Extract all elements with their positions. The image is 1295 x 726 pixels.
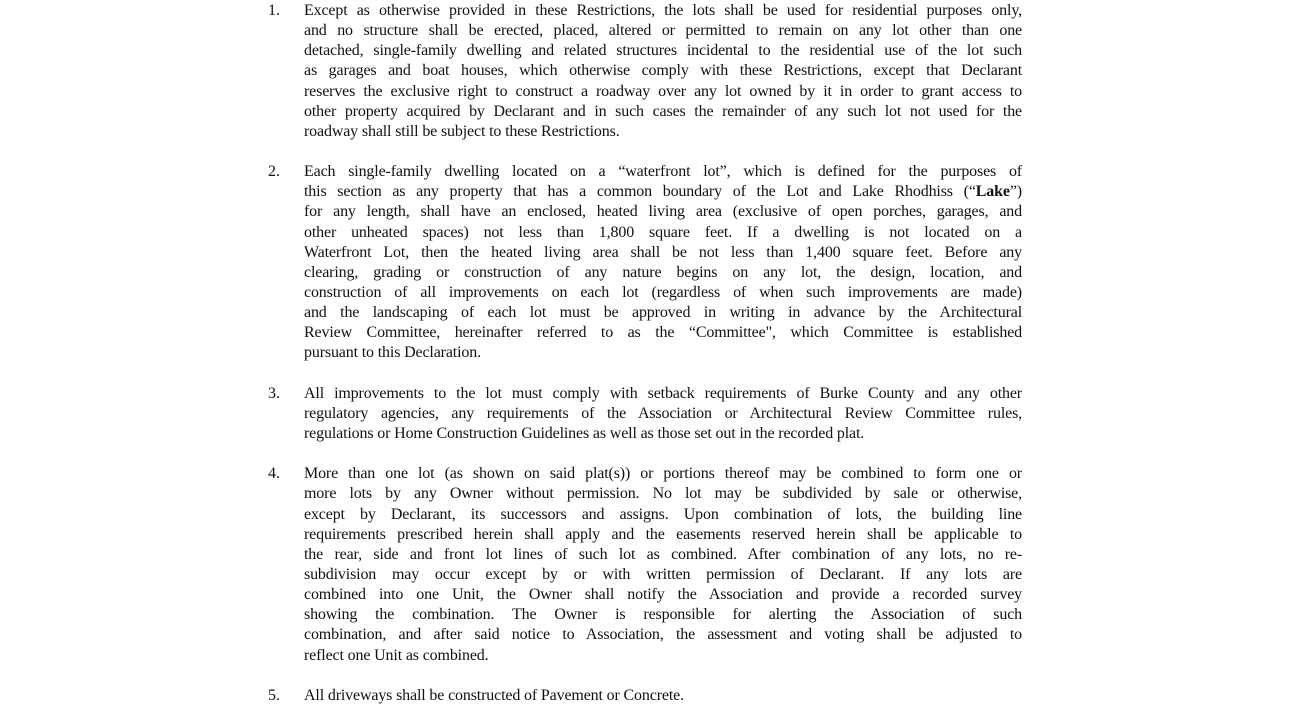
restriction-item bbox=[268, 162, 1022, 363]
restriction-text bbox=[304, 686, 1022, 706]
text-line: Each single-family dwelling located on a “waterfront lot”, which is defined for the purposes of bbox=[304, 163, 1022, 181]
text-segment: this section as any property that has a common boundary of the Lot and Lake Rhodhiss (“ bbox=[304, 183, 976, 201]
text-line: combined into one Unit, the Owner shall notify the Association and provide a recorded survey bbox=[304, 586, 1022, 604]
bold-term: Lake bbox=[975, 183, 1010, 201]
text-line: as garages and boat houses, which otherwise comply with these Restrictions, except that Declarant bbox=[304, 62, 1022, 80]
restriction-text bbox=[304, 384, 1022, 444]
restriction-text bbox=[304, 162, 1022, 363]
text-line: other unheated spaces) not less than 1,800 square feet. If a dwelling is not located on a bbox=[304, 223, 1022, 241]
text-line: pursuant to this Declaration. bbox=[304, 344, 481, 362]
restriction-text bbox=[304, 1, 1022, 142]
text-line: requirements prescribed herein shall apply and the easements reserved herein shall be applicable to bbox=[304, 525, 1022, 543]
text-line: detached, single-family dwelling and related structures incidental to the residential use of the lot such bbox=[304, 42, 1022, 60]
text-line: regulations or Home Construction Guidelines as well as those set out in the recorded plat. bbox=[304, 424, 865, 442]
text-line: showing the combination. The Owner is responsible for alerting the Association of such bbox=[304, 606, 1022, 624]
text-line: reserves the exclusive right to construct a roadway over any lot owned by it in order to grant access to bbox=[304, 82, 1022, 100]
restriction-item bbox=[268, 384, 1022, 444]
restriction-number: 5. bbox=[268, 686, 280, 704]
text-line: subdivision may occur except by or with written permission of Declarant. If any lots are bbox=[304, 565, 1022, 583]
text-line: Waterfront Lot, then the heated living area shall be not less than 1,400 square feet. Before any bbox=[304, 243, 1022, 261]
text-line: except by Declarant, its successors and assigns. Upon combination of lots, the building line bbox=[304, 505, 1022, 523]
restriction-item bbox=[268, 686, 1022, 706]
text-line bbox=[304, 182, 1022, 202]
text-line: for any length, shall have an enclosed, heated living area (exclusive of open porches, garages, and bbox=[304, 203, 1022, 221]
text-line: construction of all improvements on each lot (regardless of when such improvements are made) bbox=[304, 283, 1022, 301]
text-line: regulatory agencies, any requirements of the Association or Architectural Review Committee rules, bbox=[304, 404, 1022, 422]
text-line: clearing, grading or construction of any nature begins on any lot, the design, location, and bbox=[304, 263, 1022, 281]
text-line: other property acquired by Declarant and in such cases the remainder of any such lot not used for the bbox=[304, 102, 1022, 120]
restriction-item bbox=[268, 464, 1022, 665]
text-line: more lots by any Owner without permission. No lot may be subdivided by sale or otherwise, bbox=[304, 485, 1022, 503]
restriction-number: 2. bbox=[268, 163, 280, 181]
text-line: and no structure shall be erected, placed, altered or permitted to remain on any lot other than one bbox=[304, 22, 1022, 40]
text-line: and the landscaping of each lot must be approved in writing in advance by the Architectural bbox=[304, 304, 1022, 322]
text-line: the rear, side and front lot lines of such lot as combined. After combination of any lots, no re- bbox=[304, 545, 1022, 563]
restriction-number: 1. bbox=[268, 2, 280, 19]
restriction-item bbox=[268, 1, 1022, 142]
restriction-number: 3. bbox=[268, 384, 280, 402]
text-line: reflect one Unit as combined. bbox=[304, 646, 489, 664]
restrictions-document bbox=[268, 1, 1022, 726]
text-line: Except as otherwise provided in these Restrictions, the lots shall be used for residential purposes only, bbox=[304, 2, 1022, 19]
text-line: Review Committee, hereinafter referred to as the “Committee", which Committee is established bbox=[304, 324, 1022, 342]
text-line: roadway shall still be subject to these Restrictions. bbox=[304, 122, 620, 140]
text-line: combination, and after said notice to Association, the assessment and voting shall be adjusted to bbox=[304, 626, 1022, 644]
restriction-text bbox=[304, 464, 1022, 665]
text-line: More than one lot (as shown on said plat(s)) or portions thereof may be combined to form one or bbox=[304, 465, 1022, 483]
text-line: All driveways shall be constructed of Pavement or Concrete. bbox=[304, 686, 684, 704]
text-segment: ”) bbox=[1009, 183, 1022, 201]
text-line: All improvements to the lot must comply with setback requirements of Burke County and any other bbox=[304, 384, 1022, 402]
restriction-number: 4. bbox=[268, 465, 280, 483]
